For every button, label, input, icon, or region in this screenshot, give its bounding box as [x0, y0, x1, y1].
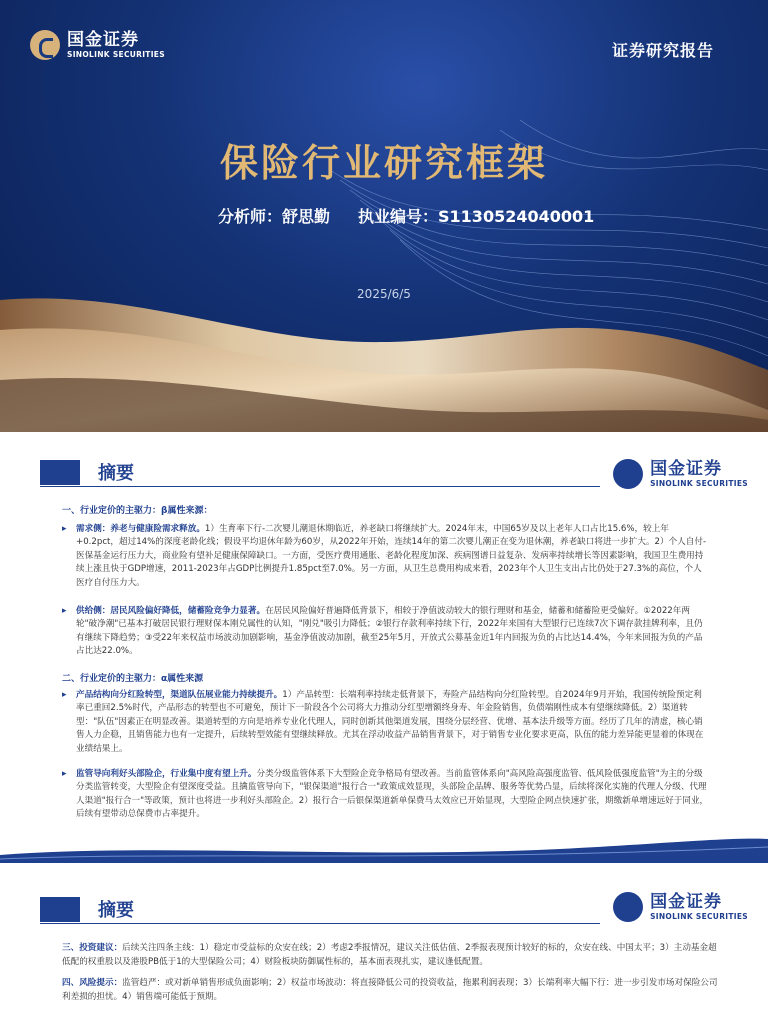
- analyst-byline: [218, 204, 594, 227]
- section-header: [40, 459, 134, 485]
- cover-logo: [30, 30, 165, 60]
- bullet-lead: 需求侧：养老与健康险需求释放。: [76, 524, 205, 534]
- risk-warning-lead: 四、风险提示：: [62, 978, 123, 988]
- report-cover: [0, 0, 768, 432]
- logo-chinese-name: 国金证券: [650, 892, 723, 912]
- section-title: 摘要: [98, 463, 134, 484]
- section-header: [40, 896, 134, 922]
- logo-chinese-name: 国金证券: [650, 459, 723, 479]
- risk-warning-text: 监管趋严：或对新单销售形成负面影响；2）权益市场波动：将直接降低公司的投资收益，拖累利润表现；3）长端利率大幅下行：进一步引发市场对保险公司利差损的担忧。4）销售端可能低于预期。: [62, 978, 718, 1002]
- bullet-text: 1）产品转型：长端利率持续走低背景下，寿险产品结构向分红险转型。自2024年9月开始，我国传统险预定利率已重回2.5%时代，产品形态的转型也不可避免，预计下一阶段各个公司将大力推动分红型增额终身寿、年金险销售，负债端刚性成本有望继续降低。2）渠道转型："队伍"因素正在明显改善。渠道转型的方向是培养专业化代理人，同时创新其他渠道发展，围绕分层经营、优增、基本法升级等方面。经历了几年的清虚，核心销售人力企稳，且销售能力也有一定提升，后续转型效能有望继续释放。尤其在浮动收益产品销售背景下，对于销售专业化要求更高，队伍的能力差异能更显着的体现在业绩结果上。: [76, 690, 704, 754]
- summary-page-1: [0, 445, 768, 865]
- investment-advice: [62, 942, 722, 969]
- investment-advice-text: 后续关注四条主线：1）稳定市受益标的众安在线；2）考虑2季报情况，建议关注低估值、2季报表现预计较好的标的，众安在线、中国太平；3）主动基金超低配的权重股以及港股PB低于1的大型保险公司；4）财险板块防御属性标的，基本面表现扎实，建议逢低配置。: [62, 943, 717, 967]
- sinolink-logo-icon: [613, 459, 643, 489]
- logo-english-name: SINOLINK SECURITIES: [67, 50, 165, 59]
- bullet-lead: 监管导向利好头部险企，行业集中度有望上升。: [76, 769, 257, 779]
- summary-page-2: [0, 880, 768, 1024]
- investment-advice-lead: 三、投资建议：: [62, 943, 123, 953]
- bullet-marker-icon: ▸: [62, 524, 67, 534]
- bullet-marker-icon: ▸: [62, 690, 67, 700]
- logo-english-name: SINOLINK SECURITIES: [650, 479, 748, 488]
- bullet-lead: 供给侧：居民风险偏好降低，储蓄险竞争力显著。: [76, 606, 266, 616]
- bullet-lead: 产品结构向分红险转型，渠道队伍展业能力持续提升。: [76, 690, 283, 700]
- section-header-bar: [40, 460, 80, 485]
- logo-chinese-name: 国金证券: [67, 30, 139, 50]
- page-footer-wave: [0, 837, 768, 863]
- section-title: 摘要: [98, 900, 134, 921]
- logo-english-name: SINOLINK SECURITIES: [650, 912, 748, 921]
- report-date: 2025/6/5: [357, 287, 411, 301]
- bullet-text: 1）生育率下行-二次婴儿潮退休期临近，养老缺口将继续扩大。2024年末，中国65岁及以上老年人口占比15.6%，较上年+0.2pct，超过14%的深度老龄化线；假设平均退休年龄为60岁，从2022年开始，连续14年的第二次婴儿潮正在变为退休潮，养老缺口将进一步扩大。2）个人自付-医保基金运行压力大，商业险有望补足健康保障缺口。一方面，受医疗费用通胀、老龄化程度加深、疾病图谱日益复杂、发病率持续增长等因素影响，我国卫生费用持续上涨且快于GDP增速，2011-2023年占GDP比例提升1.85pct至7.0%。另一方面，从卫生总费用构成来看，2023年个人卫生支出占比仍处于27.3%的高位，个人医疗自付压力大。: [76, 524, 707, 588]
- part1-heading: 一、行业定价的主驱力：β属性来源：: [62, 506, 213, 516]
- report-type-label: 证券研究报告: [611, 41, 714, 60]
- bullet-product-channel: [62, 689, 710, 756]
- bullet-marker-icon: ▸: [62, 769, 67, 779]
- analyst-name: 分析师：舒思勤: [218, 207, 331, 226]
- section-header-bar: [40, 897, 80, 922]
- license-number: 执业编号：S1130524040001: [358, 207, 595, 226]
- bullet-text: 分类分级监管体系下大型险企竞争格局有望改善。当前监管体系向"高风险高强度监管、低风险低强度监管"为主的分级分类监管转变，大型险企有望深度受益。且擒监管导向下，"银保渠道"报行合一"政策成效显现，头部险企品牌、服务等优势凸显，后续将深化实施的代理人分级、代理人渠道"报行合一"等政策，预计也将进一步利好头部险企。2）报行合一后银保渠道新单保费马太效应已开始显现，大型险企网点快速扩张，期缴新单增速远好于同业，后续有望带动总保费市占率提升。: [76, 769, 709, 820]
- page-logo: [613, 459, 748, 489]
- bullet-supply: [62, 605, 710, 659]
- bullet-regulation: [62, 768, 710, 822]
- page-logo: [613, 892, 748, 922]
- sinolink-logo-icon: [30, 30, 60, 60]
- sinolink-logo-icon: [613, 892, 643, 922]
- bullet-demand: [62, 523, 710, 590]
- bullet-marker-icon: ▸: [62, 606, 67, 616]
- risk-warning: [62, 977, 722, 1004]
- part2-heading: 二、行业定价的主驱力：α属性来源: [62, 674, 204, 684]
- report-title: 保险行业研究框架: [219, 141, 548, 185]
- header-divider: [40, 486, 600, 487]
- header-divider: [40, 923, 600, 924]
- bullet-text: 在居民风险偏好普遍降低背景下，相较于净值波动较大的银行理财和基金，储蓄和储蓄险更受偏好。①2022年两轮"破净潮"已基本打破居民银行理财保本刚兑属性的认知，"刚兑"吸引力降低；②银行存款利率持续下行，2022年来国有大型银行已连续7次下调存款挂牌利率，且仍有继续下降趋势；③受22年来权益市场波动加剧影响，基金净值波动加剧，截至25年5月，开放式公募基金近1年内回报为负的占比达14.4%，今年来回报为负的产品占比达22.0%。: [76, 606, 703, 657]
